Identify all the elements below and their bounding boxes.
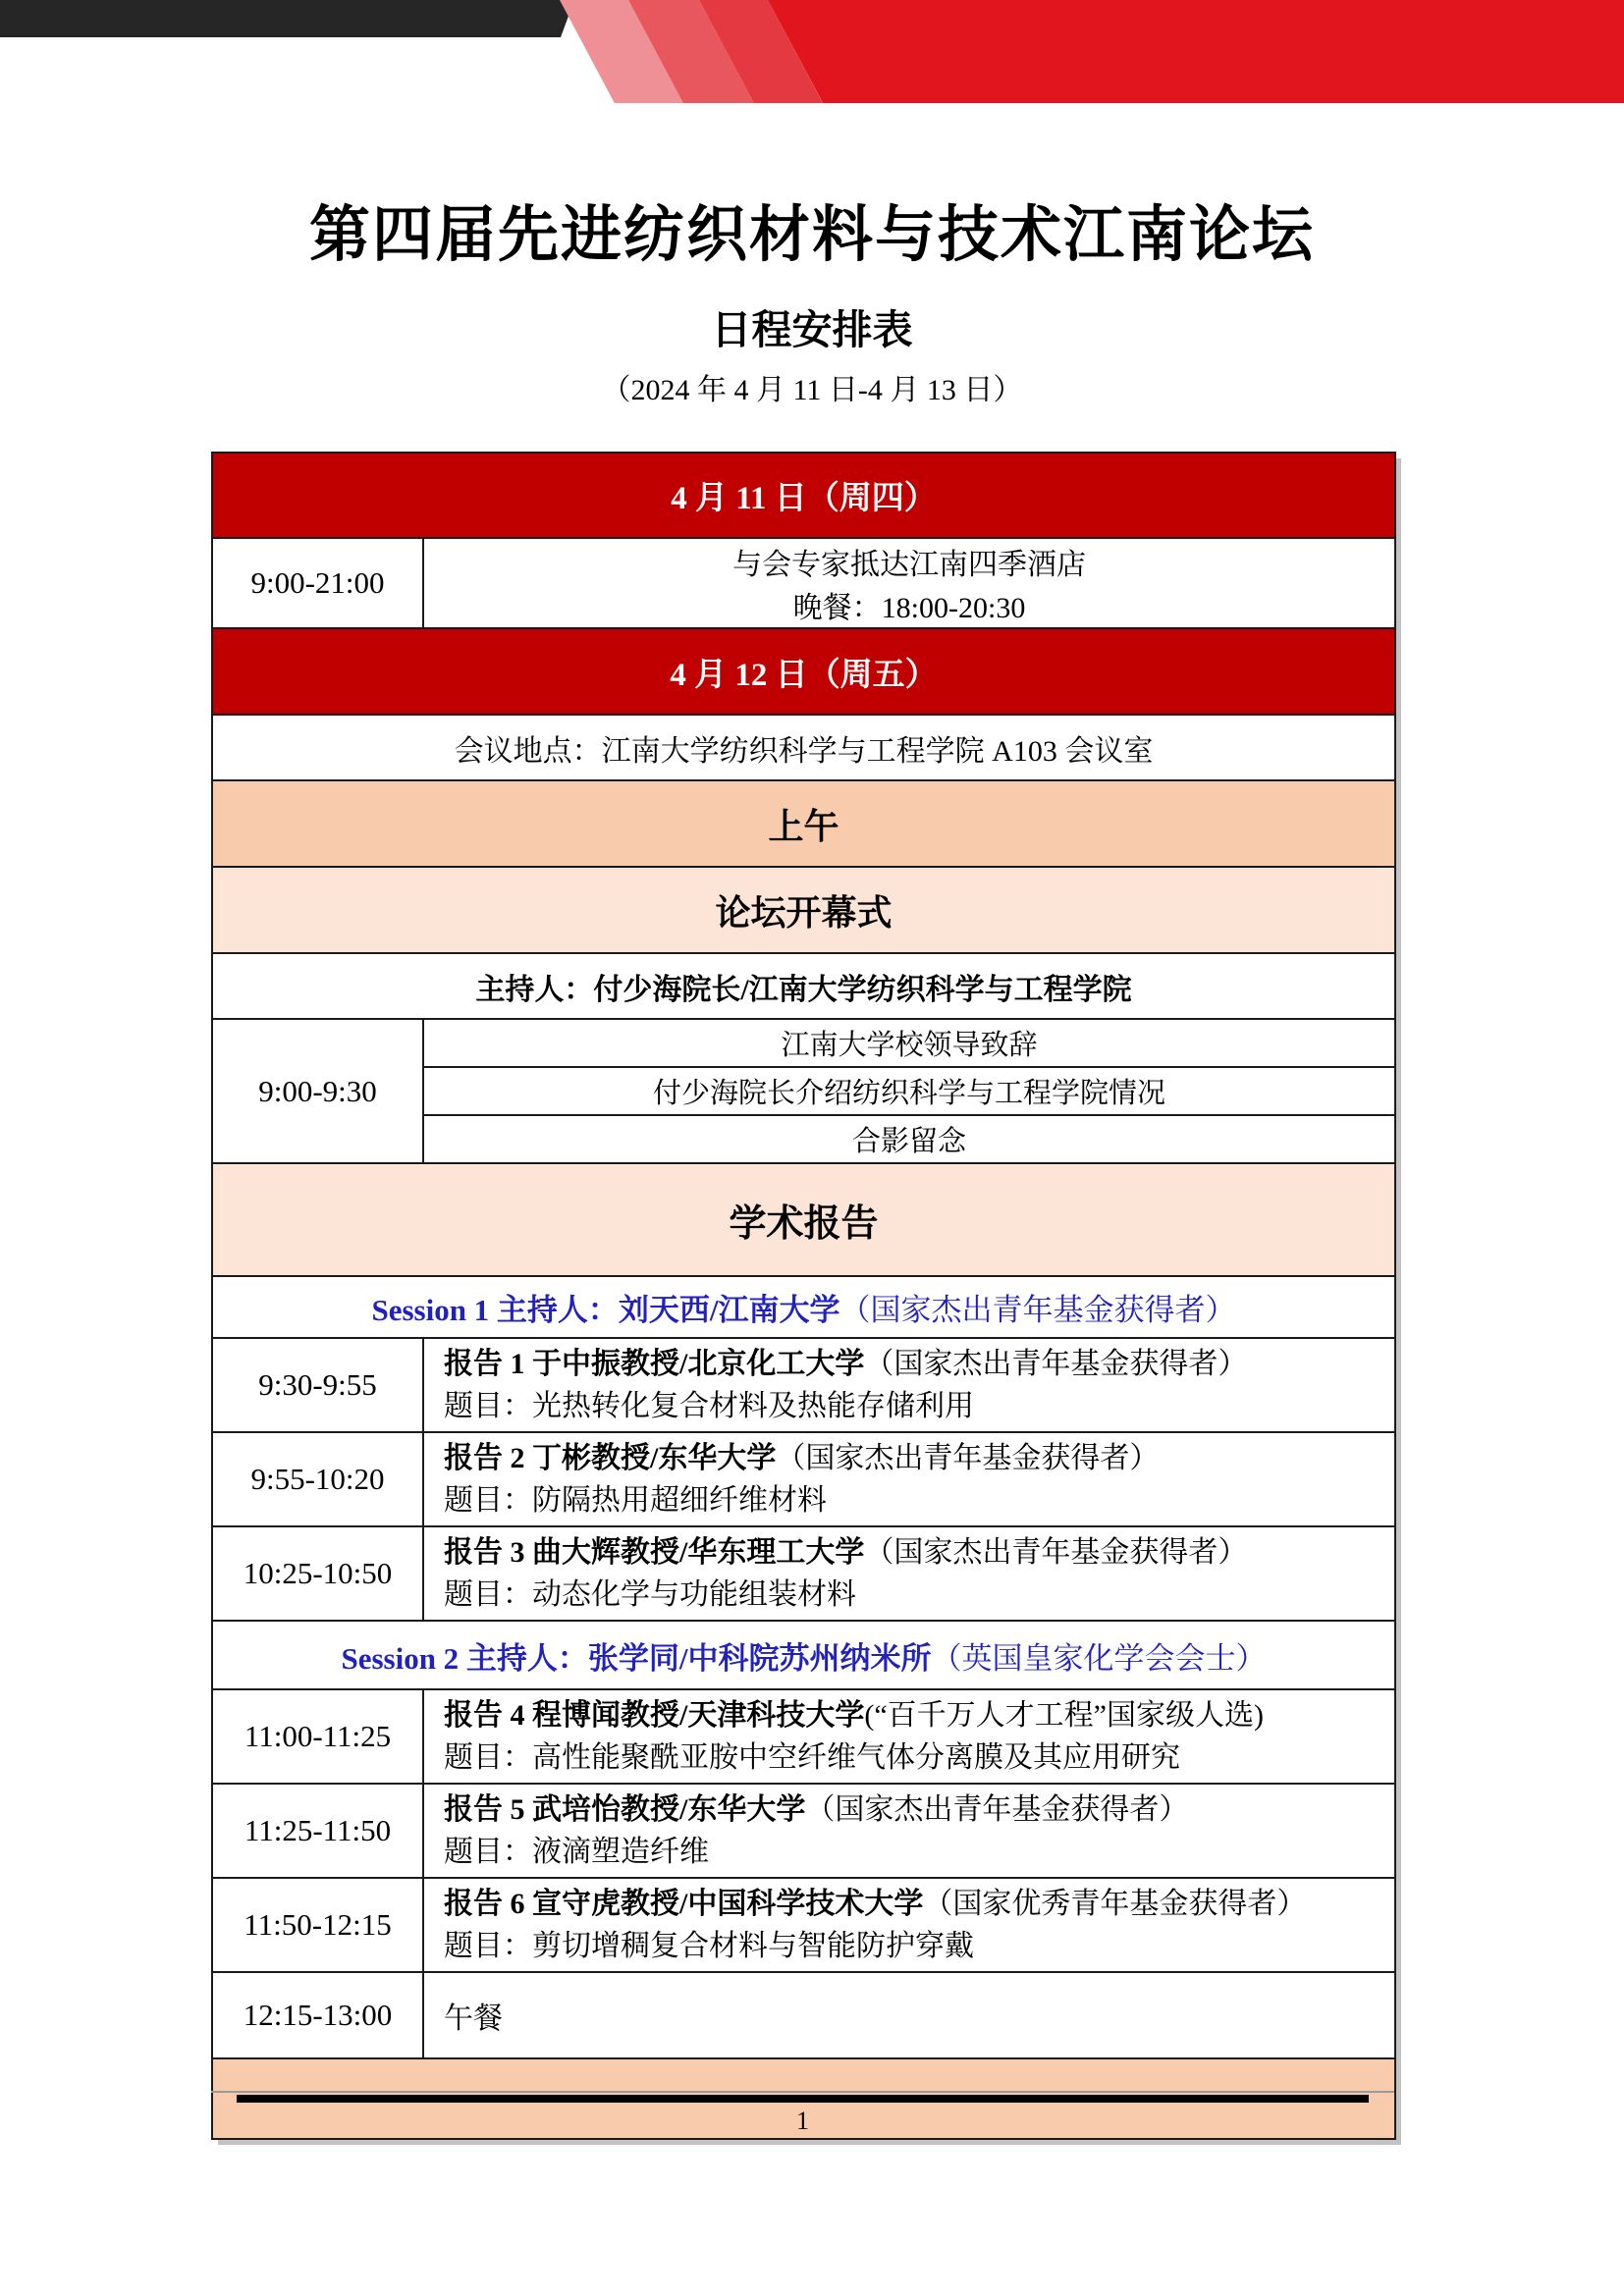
- report-topic: 题目：防隔热用超细纤维材料: [444, 1484, 827, 1517]
- date-range: （2024 年 4 月 11 日-4 月 13 日）: [601, 374, 1023, 406]
- report-row: [212, 1878, 1395, 1972]
- top-banner: [0, 0, 1624, 103]
- report-time: 9:55-10:20: [212, 1432, 423, 1526]
- report-row: [212, 1784, 1395, 1878]
- page-number: 1: [796, 2107, 809, 2135]
- report-qualifier: （国家杰出青年基金获得者）: [864, 1536, 1248, 1569]
- opening-item-row: [212, 1019, 1395, 1067]
- report-cell: [423, 1526, 1395, 1621]
- day1-header: 4 月 11 日（周四）: [212, 453, 1395, 538]
- arrival-detail: [423, 538, 1395, 628]
- session1-row: [212, 1276, 1395, 1338]
- footer-thick-rule: [237, 2095, 1369, 2103]
- report-title-line: [444, 1789, 1384, 1831]
- page-footer: [211, 2091, 1394, 2136]
- opening-host: 主持人：付少海院长/江南大学纺织科学与工程学院: [212, 953, 1395, 1019]
- location-text: 会议地点：江南大学纺织科学与工程学院 A103 会议室: [212, 715, 1395, 780]
- report-time: 10:25-10:50: [212, 1526, 423, 1621]
- report-cell: [423, 1338, 1395, 1432]
- report-cell: [423, 1878, 1395, 1972]
- session2-title: Session 2 主持人：张学同/中科院苏州纳米所: [341, 1640, 932, 1676]
- banner-black-bar: [0, 0, 574, 37]
- report-title-line: [444, 1343, 1384, 1385]
- academic-report-title: 学术报告: [212, 1163, 1395, 1276]
- report-title: 报告 6 宣守虎教授/中国科学技术大学: [444, 1888, 924, 1920]
- opening-item: 合影留念: [423, 1115, 1395, 1163]
- opening-ceremony-title: 论坛开幕式: [212, 867, 1395, 953]
- day2-header-row: [212, 628, 1395, 715]
- arrival-line2: 晚餐：18:00-20:30: [792, 592, 1026, 624]
- morning-label: 上午: [212, 780, 1395, 867]
- report-topic: 题目：液滴塑造纤维: [444, 1836, 709, 1868]
- report-qualifier: （国家优秀青年基金获得者）: [923, 1888, 1307, 1920]
- session1-title: Session 1 主持人：刘天西/江南大学: [371, 1293, 840, 1327]
- report-time: 11:00-11:25: [212, 1689, 423, 1784]
- report-title: 报告 5 武培怡教授/东华大学: [444, 1793, 806, 1826]
- arrival-line1: 与会专家抵达江南四季酒店: [732, 549, 1086, 581]
- report-topic: 题目：高性能聚酰亚胺中空纤维气体分离膜及其应用研究: [444, 1741, 1180, 1774]
- day2-header: 4 月 12 日（周五）: [212, 628, 1395, 715]
- report-title: 报告 2 丁彬教授/东华大学: [444, 1442, 777, 1474]
- report-title: 报告 4 程博闻教授/天津科技大学: [444, 1699, 865, 1732]
- banner-red-block: [768, 0, 1624, 103]
- opening-host-row: [212, 953, 1395, 1019]
- report-title: 报告 1 于中振教授/北京化工大学: [444, 1348, 865, 1380]
- report-time: 9:30-9:55: [212, 1338, 423, 1432]
- lunch-time: 12:15-13:00: [212, 1972, 423, 2058]
- report-row: [212, 1432, 1395, 1526]
- report-row: [212, 1338, 1395, 1432]
- morning-row: [212, 780, 1395, 867]
- report-title: 报告 3 曲大辉教授/华东理工大学: [444, 1536, 865, 1569]
- report-topic: 题目：光热转化复合材料及热能存储利用: [444, 1390, 974, 1422]
- report-time: 11:50-12:15: [212, 1878, 423, 1972]
- session1-header: [212, 1276, 1395, 1338]
- report-qualifier: （国家杰出青年基金获得者）: [864, 1348, 1248, 1380]
- report-title-line: [444, 1694, 1384, 1736]
- arrival-row: [212, 538, 1395, 628]
- report-cell: [423, 1784, 1395, 1878]
- report-cell: [423, 1689, 1395, 1784]
- lunch-label: 午餐: [423, 1972, 1395, 2058]
- report-topic: 题目：动态化学与功能组装材料: [444, 1578, 856, 1611]
- page-title: 第四届先进纺织材料与技术江南论坛: [308, 201, 1315, 269]
- report-topic: 题目：剪切增稠复合材料与智能防护穿戴: [444, 1930, 974, 1962]
- session2-header: [212, 1621, 1395, 1689]
- opening-time: 9:00-9:30: [212, 1019, 423, 1163]
- report-row: [212, 1526, 1395, 1621]
- report-qualifier: (“百千万人才工程”国家级人选): [864, 1699, 1264, 1732]
- session2-qualifier: （英国皇家化学会会士）: [931, 1640, 1267, 1676]
- lunch-row: [212, 1972, 1395, 2058]
- day1-header-row: [212, 453, 1395, 538]
- report-row: [212, 1689, 1395, 1784]
- academic-title-row: [212, 1163, 1395, 1276]
- report-title-line: [444, 1437, 1384, 1479]
- page-subtitle: 日程安排表: [711, 307, 913, 352]
- report-time: 11:25-11:50: [212, 1784, 423, 1878]
- location-row: [212, 715, 1395, 780]
- report-title-line: [444, 1531, 1384, 1574]
- opening-item: 付少海院长介绍纺织科学与工程学院情况: [423, 1067, 1395, 1115]
- report-title-line: [444, 1883, 1384, 1925]
- report-cell: [423, 1432, 1395, 1526]
- session1-qualifier: （国家杰出青年基金获得者）: [839, 1293, 1236, 1327]
- report-qualifier: （国家杰出青年基金获得者）: [776, 1442, 1160, 1474]
- session2-row: [212, 1621, 1395, 1689]
- schedule-table: [211, 452, 1396, 2140]
- opening-title-row: [212, 867, 1395, 953]
- opening-item: 江南大学校领导致辞: [423, 1019, 1395, 1067]
- report-qualifier: （国家杰出青年基金获得者）: [805, 1793, 1189, 1826]
- arrival-time: 9:00-21:00: [212, 538, 423, 628]
- footer-thin-rule: [211, 2091, 1394, 2093]
